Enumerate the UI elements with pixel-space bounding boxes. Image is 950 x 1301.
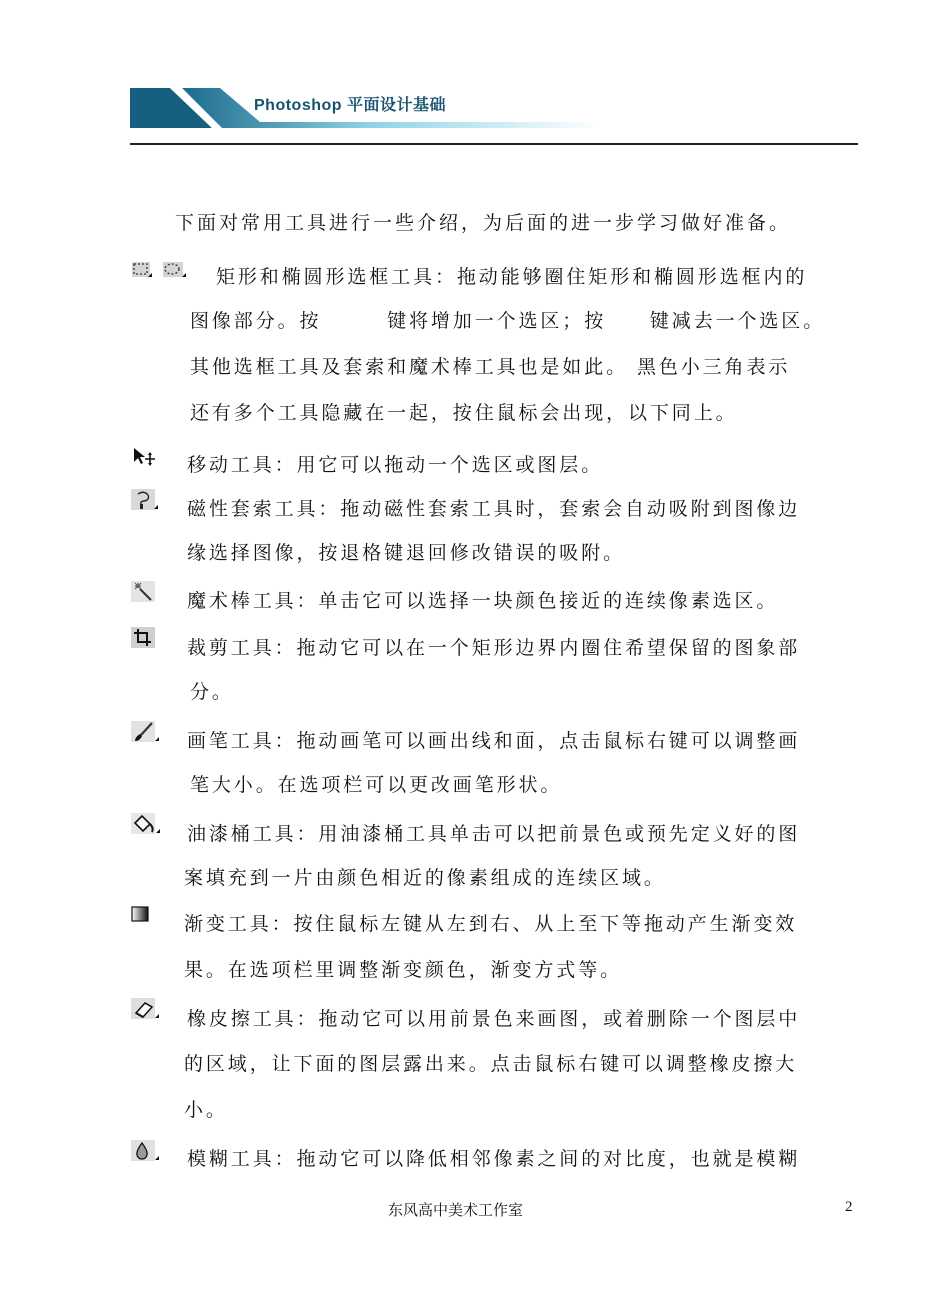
page-number: 2 (845, 1199, 853, 1215)
crop-icon (130, 626, 162, 650)
tool-desc-line: 橡皮擦工具：拖动它可以用前景色来画图，或着删除一个图层中 (187, 1008, 801, 1030)
tool-desc-line: 矩形和椭圆形选框工具：拖动能够圈住矩形和椭圆形选框内的 (216, 266, 808, 288)
footer-studio: 东风高中美术工作室 (388, 1201, 524, 1219)
tool-desc-line: 笔大小。在选项栏可以更改画笔形状。 (190, 774, 563, 796)
magnetic-lasso-icon (130, 488, 162, 512)
tool-desc-line: 案填充到一片由颜色相近的像素组成的连续区域。 (184, 867, 666, 889)
tool-desc-line: 渐变工具：按住鼠标左键从左到右、从上至下等拖动产生渐变效 (184, 913, 798, 935)
tool-desc-line: 小。 (184, 1099, 228, 1121)
paint-bucket-icon (130, 812, 162, 836)
tool-desc-line: 移动工具：用它可以拖动一个选区或图层。 (187, 454, 604, 476)
tool-desc-line: 缘选择图像，按退格键退回修改错误的吸附。 (187, 542, 626, 564)
magic-wand-icon (130, 580, 162, 604)
tool-desc-line: 还有多个工具隐藏在一起，按住鼠标会出现，以下同上。 (190, 402, 738, 424)
tool-desc-line: 油漆桶工具：用油漆桶工具单击可以把前景色或预先定义好的图 (187, 823, 801, 845)
tool-desc-line: 的区域，让下面的图层露出来。点击鼠标右键可以调整橡皮擦大 (184, 1053, 798, 1075)
tool-desc-line: 分。 (190, 681, 234, 703)
tool-desc-line: 图像部分。按 键将增加一个选区；按 键减去一个选区。 (190, 310, 826, 332)
eraser-icon (130, 997, 162, 1021)
blur-icon (130, 1139, 162, 1163)
header-divider (130, 143, 858, 145)
tool-desc-line: 磁性套索工具：拖动磁性套索工具时，套索会自动吸附到图像边 (187, 498, 801, 520)
brush-icon (130, 720, 162, 744)
gradient-icon (128, 903, 160, 927)
tool-desc-line: 模糊工具：拖动它可以降低相邻像素之间的对比度，也就是模糊 (187, 1148, 801, 1170)
tool-desc-line: 魔术棒工具：单击它可以选择一块颜色接近的连续像素选区。 (187, 590, 779, 612)
tool-desc-line: 画笔工具：拖动画笔可以画出线和面，点击鼠标右键可以调整画 (187, 730, 801, 752)
tool-desc-line: 裁剪工具：拖动它可以在一个矩形边界内圈住希望保留的图象部 (187, 637, 801, 659)
tool-desc-line: 其他选框工具及套索和魔术棒工具也是如此。 黑色小三角表示 (190, 356, 791, 378)
header-banner (130, 88, 600, 128)
move-icon (130, 445, 162, 469)
header-title: Photoshop 平面设计基础 (254, 97, 446, 114)
intro-paragraph: 下面对常用工具进行一些介绍，为后面的进一步学习做好准备。 (175, 212, 792, 234)
tool-desc-line: 果。在选项栏里调整渐变颜色，渐变方式等。 (184, 959, 623, 981)
marquee-icon (130, 258, 190, 282)
